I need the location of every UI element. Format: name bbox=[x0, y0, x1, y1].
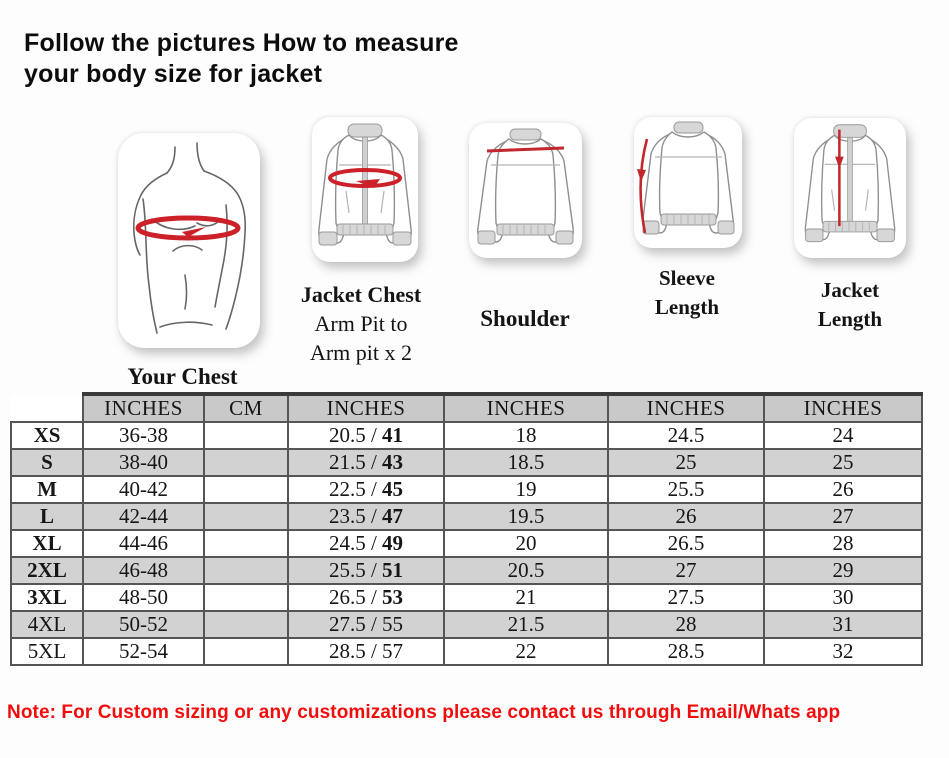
cell-jacket-chest bbox=[288, 611, 444, 638]
sleeve-length-figure-card bbox=[634, 117, 742, 248]
size-chart-table bbox=[10, 392, 923, 666]
jacket-back-sleeve-measure-icon bbox=[634, 117, 742, 248]
sleeve-length-label-line-2: Length bbox=[654, 295, 720, 319]
cell-sleeve: 26 bbox=[608, 503, 764, 530]
cell-chest-cm bbox=[204, 611, 288, 638]
jacket-chest-value-bold: 43 bbox=[382, 450, 404, 474]
shoulder-figure-card bbox=[469, 123, 582, 258]
cell-chest-cm bbox=[204, 557, 288, 584]
cell-chest-inches: 48-50 bbox=[83, 584, 204, 611]
table-row bbox=[11, 503, 922, 530]
table-row bbox=[11, 476, 922, 503]
jacket-back-shoulder-measure-icon bbox=[469, 123, 582, 258]
cell-jacket-chest bbox=[288, 503, 444, 530]
jacket-chest-value: 28.5 / 57 bbox=[328, 639, 404, 663]
page-title-line-2: your body size for jacket bbox=[24, 60, 323, 88]
cell-sleeve: 24.5 bbox=[608, 422, 764, 449]
cell-sleeve: 27 bbox=[608, 557, 764, 584]
cell-shoulder: 18.5 bbox=[444, 449, 608, 476]
jacket-front-length-measure-icon bbox=[794, 118, 906, 258]
jacket-chest-value-bold: 53 bbox=[382, 585, 404, 609]
header-chest-cm: CM bbox=[204, 394, 288, 422]
cell-chest-inches: 36-38 bbox=[83, 422, 204, 449]
cell-size: 2XL bbox=[11, 557, 83, 584]
table-row bbox=[11, 611, 922, 638]
header-sleeve-inches: INCHES bbox=[608, 394, 764, 422]
sleeve-length-label bbox=[628, 264, 746, 322]
jacket-chest-value: 23.5 / bbox=[328, 504, 383, 528]
header-size bbox=[11, 394, 83, 422]
header-length-inches: INCHES bbox=[764, 394, 922, 422]
cell-shoulder: 22 bbox=[444, 638, 608, 665]
table-row bbox=[11, 449, 922, 476]
cell-chest-cm bbox=[204, 476, 288, 503]
jacket-chest-figure-card bbox=[312, 117, 418, 262]
cell-chest-cm bbox=[204, 638, 288, 665]
cell-shoulder: 20 bbox=[444, 530, 608, 557]
jacket-length-label bbox=[792, 276, 908, 334]
cell-chest-cm bbox=[204, 449, 288, 476]
shoulder-label: Shoulder bbox=[480, 306, 570, 331]
cell-shoulder: 18 bbox=[444, 422, 608, 449]
cell-sleeve: 28 bbox=[608, 611, 764, 638]
jacket-chest-value: 22.5 / bbox=[328, 477, 383, 501]
cell-sleeve: 28.5 bbox=[608, 638, 764, 665]
page-title-line-1: Follow the pictures How to measure bbox=[24, 29, 459, 57]
cell-sleeve: 27.5 bbox=[608, 584, 764, 611]
cell-jacket-length: 32 bbox=[764, 638, 922, 665]
jacket-chest-value-bold: 47 bbox=[382, 504, 404, 528]
jacket-chest-label bbox=[285, 280, 437, 367]
cell-shoulder: 19.5 bbox=[444, 503, 608, 530]
jacket-chest-label-line-2: Arm Pit to bbox=[314, 311, 408, 336]
your-chest-figure-card bbox=[118, 133, 260, 348]
cell-size: M bbox=[11, 476, 83, 503]
custom-sizing-note: Note: For Custom sizing or any customizations please contact us through Email/Whats app bbox=[7, 702, 841, 723]
jacket-front-chest-measure-icon bbox=[312, 117, 418, 262]
cell-jacket-length: 24 bbox=[764, 422, 922, 449]
cell-chest-cm bbox=[204, 584, 288, 611]
cell-jacket-chest bbox=[288, 449, 444, 476]
jacket-length-label-line-2: Length bbox=[817, 307, 883, 331]
cell-chest-inches: 52-54 bbox=[83, 638, 204, 665]
jacket-chest-value-bold: 51 bbox=[382, 558, 404, 582]
cell-size: 3XL bbox=[11, 584, 83, 611]
cell-chest-inches: 44-46 bbox=[83, 530, 204, 557]
jacket-chest-label-line-3: Arm pit x 2 bbox=[309, 340, 413, 365]
jacket-length-label-line-1: Jacket bbox=[820, 278, 880, 302]
cell-chest-inches: 46-48 bbox=[83, 557, 204, 584]
cell-sleeve: 25.5 bbox=[608, 476, 764, 503]
cell-jacket-chest bbox=[288, 476, 444, 503]
cell-size: XL bbox=[11, 530, 83, 557]
jacket-chest-value: 27.5 / 55 bbox=[328, 612, 404, 636]
page-title bbox=[24, 28, 459, 90]
your-chest-label: Your Chest bbox=[127, 364, 238, 389]
cell-jacket-chest bbox=[288, 530, 444, 557]
cell-jacket-chest bbox=[288, 422, 444, 449]
cell-jacket-length: 25 bbox=[764, 449, 922, 476]
table-row bbox=[11, 557, 922, 584]
jacket-chest-value: 26.5 / bbox=[328, 585, 383, 609]
jacket-length-figure-card bbox=[794, 118, 906, 258]
cell-size: 5XL bbox=[11, 638, 83, 665]
cell-jacket-chest bbox=[288, 557, 444, 584]
table-row bbox=[11, 584, 922, 611]
cell-size: XS bbox=[11, 422, 83, 449]
jacket-chest-value: 21.5 / bbox=[328, 450, 383, 474]
cell-size: L bbox=[11, 503, 83, 530]
cell-size: S bbox=[11, 449, 83, 476]
size-table-body bbox=[11, 422, 922, 665]
cell-chest-inches: 50-52 bbox=[83, 611, 204, 638]
header-jacket-chest-inches: INCHES bbox=[288, 394, 444, 422]
cell-jacket-length: 31 bbox=[764, 611, 922, 638]
cell-chest-inches: 38-40 bbox=[83, 449, 204, 476]
torso-chest-measure-icon bbox=[118, 133, 260, 348]
jacket-chest-value: 24.5 / bbox=[328, 531, 383, 555]
cell-sleeve: 25 bbox=[608, 449, 764, 476]
header-chest-inches: INCHES bbox=[83, 394, 204, 422]
jacket-chest-value: 25.5 / bbox=[328, 558, 383, 582]
cell-chest-cm bbox=[204, 422, 288, 449]
cell-chest-cm bbox=[204, 530, 288, 557]
jacket-chest-label-line-1: Jacket Chest bbox=[300, 282, 422, 307]
cell-size: 4XL bbox=[11, 611, 83, 638]
cell-chest-cm bbox=[204, 503, 288, 530]
cell-chest-inches: 42-44 bbox=[83, 503, 204, 530]
cell-shoulder: 19 bbox=[444, 476, 608, 503]
cell-chest-inches: 40-42 bbox=[83, 476, 204, 503]
cell-shoulder: 20.5 bbox=[444, 557, 608, 584]
cell-jacket-length: 27 bbox=[764, 503, 922, 530]
cell-jacket-chest bbox=[288, 638, 444, 665]
cell-jacket-chest bbox=[288, 584, 444, 611]
table-row bbox=[11, 422, 922, 449]
cell-jacket-length: 30 bbox=[764, 584, 922, 611]
table-row bbox=[11, 530, 922, 557]
header-row bbox=[11, 394, 922, 422]
cell-jacket-length: 26 bbox=[764, 476, 922, 503]
jacket-chest-value: 20.5 / bbox=[328, 423, 383, 447]
cell-shoulder: 21 bbox=[444, 584, 608, 611]
jacket-chest-value-bold: 49 bbox=[382, 531, 404, 555]
cell-shoulder: 21.5 bbox=[444, 611, 608, 638]
cell-sleeve: 26.5 bbox=[608, 530, 764, 557]
cell-jacket-length: 28 bbox=[764, 530, 922, 557]
header-shoulder-inches: INCHES bbox=[444, 394, 608, 422]
jacket-chest-value-bold: 41 bbox=[382, 423, 404, 447]
cell-jacket-length: 29 bbox=[764, 557, 922, 584]
size-table-header bbox=[11, 394, 922, 422]
sleeve-length-label-line-1: Sleeve bbox=[659, 266, 715, 290]
table-row bbox=[11, 638, 922, 665]
jacket-chest-value-bold: 45 bbox=[382, 477, 404, 501]
